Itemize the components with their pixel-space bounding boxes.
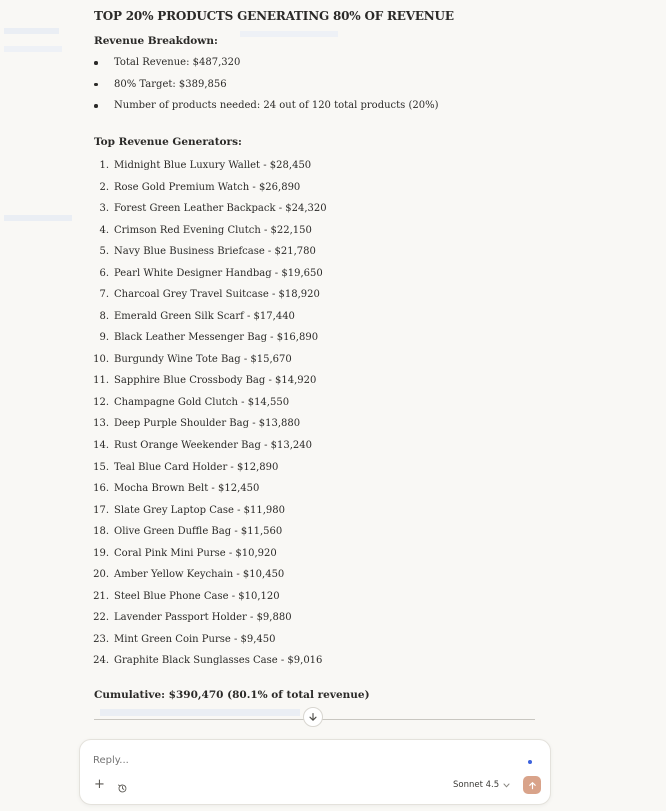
list-number: 24.	[93, 655, 109, 667]
list-number: 19.	[93, 547, 109, 559]
product-entry: Sapphire Blue Crossbody Bag - $14,920	[114, 375, 317, 387]
list-number: 18.	[93, 526, 109, 538]
plus-icon[interactable]: +	[94, 777, 105, 792]
scroll-down-button[interactable]	[303, 707, 323, 727]
list-number: 22.	[93, 612, 109, 624]
ghost-artifact	[4, 28, 59, 34]
arrow-down-icon	[308, 712, 318, 722]
list-number: 20.	[93, 569, 109, 581]
list-number: 17.	[93, 504, 109, 516]
reply-input[interactable]	[93, 755, 493, 766]
product-entry: Teal Blue Card Holder - $12,890	[114, 461, 279, 473]
product-entry: Champagne Gold Clutch - $14,550	[114, 396, 290, 408]
product-entry: Slate Grey Laptop Case - $11,980	[114, 504, 286, 516]
ghost-artifact	[4, 46, 62, 52]
arrow-up-icon	[528, 781, 537, 790]
bullet-text: Number of products needed: 24 out of 120 total products (20%)	[114, 100, 439, 111]
message-title: TOP 20% PRODUCTS GENERATING 80% OF REVENUE	[94, 9, 454, 23]
product-entry: Forest Green Leather Backpack - $24,320	[114, 203, 327, 215]
product-entry: Lavender Passport Holder - $9,880	[114, 612, 292, 624]
product-entry: Coral Pink Mini Purse - $10,920	[114, 547, 277, 559]
bullet-text: 80% Target: $389,856	[114, 78, 227, 90]
list-number: 5.	[99, 246, 109, 258]
status-dot	[528, 760, 532, 764]
list-number: 2.	[99, 181, 109, 193]
list-number: 23.	[93, 633, 109, 645]
product-entry: Emerald Green Silk Scarf - $17,440	[114, 310, 295, 322]
list-number: 10.	[93, 353, 109, 365]
bullet-icon	[94, 61, 98, 65]
list-number: 21.	[93, 590, 109, 602]
product-entry: Navy Blue Business Briefcase - $21,780	[114, 246, 316, 258]
ghost-artifact	[4, 215, 72, 221]
bullet-icon	[94, 83, 98, 87]
cumulative-summary: Cumulative: $390,470 (80.1% of total revenue)	[94, 689, 370, 701]
product-entry: Rust Orange Weekender Bag - $13,240	[114, 440, 312, 452]
product-entry: Mocha Brown Belt - $12,450	[114, 483, 260, 495]
product-entry: Olive Green Duffle Bag - $11,560	[114, 526, 283, 538]
product-entry: Black Leather Messenger Bag - $16,890	[114, 332, 319, 344]
product-entry: Pearl White Designer Handbag - $19,650	[114, 267, 323, 279]
list-number: 16.	[93, 483, 109, 495]
model-label: Sonnet 4.5	[453, 780, 500, 790]
product-entry: Deep Purple Shoulder Bag - $13,880	[114, 418, 301, 430]
product-entry: Charcoal Grey Travel Suitcase - $18,920	[114, 289, 320, 301]
list-number: 15.	[93, 461, 109, 473]
chevron-down-icon	[503, 783, 510, 788]
product-entry: Midnight Blue Luxury Wallet - $28,450	[114, 160, 312, 171]
product-entry: Crimson Red Evening Clutch - $22,150	[114, 224, 312, 236]
top-generators-heading: Top Revenue Generators:	[94, 136, 242, 148]
list-number: 14.	[93, 440, 109, 452]
list-number: 7.	[99, 289, 109, 301]
list-number: 6.	[99, 267, 109, 279]
history-icon[interactable]	[117, 779, 128, 798]
product-entry: Steel Blue Phone Case - $10,120	[114, 590, 280, 602]
assistant-message	[93, 8, 564, 701]
send-button[interactable]	[523, 776, 541, 794]
ghost-artifact	[240, 31, 338, 37]
list-number: 13.	[93, 418, 109, 430]
list-number: 1.	[99, 160, 109, 171]
list-number: 11.	[93, 375, 109, 387]
product-entry: Mint Green Coin Purse - $9,450	[114, 633, 276, 645]
breakdown-heading: Revenue Breakdown:	[94, 35, 218, 47]
product-entry: Burgundy Wine Tote Bag - $15,670	[114, 353, 292, 365]
reply-composer	[79, 739, 551, 805]
list-number: 12.	[93, 396, 109, 408]
list-number: 3.	[99, 203, 109, 215]
product-entry: Amber Yellow Keychain - $10,450	[114, 569, 285, 581]
ghost-artifact	[100, 709, 300, 716]
list-number: 8.	[99, 310, 109, 322]
product-entry: Graphite Black Sunglasses Case - $9,016	[114, 655, 323, 667]
list-number: 9.	[99, 332, 109, 344]
bullet-icon	[94, 104, 98, 108]
model-selector[interactable]	[453, 780, 510, 790]
product-entry: Rose Gold Premium Watch - $26,890	[114, 181, 301, 193]
bullet-text: Total Revenue: $487,320	[114, 57, 241, 68]
list-number: 4.	[99, 224, 109, 236]
